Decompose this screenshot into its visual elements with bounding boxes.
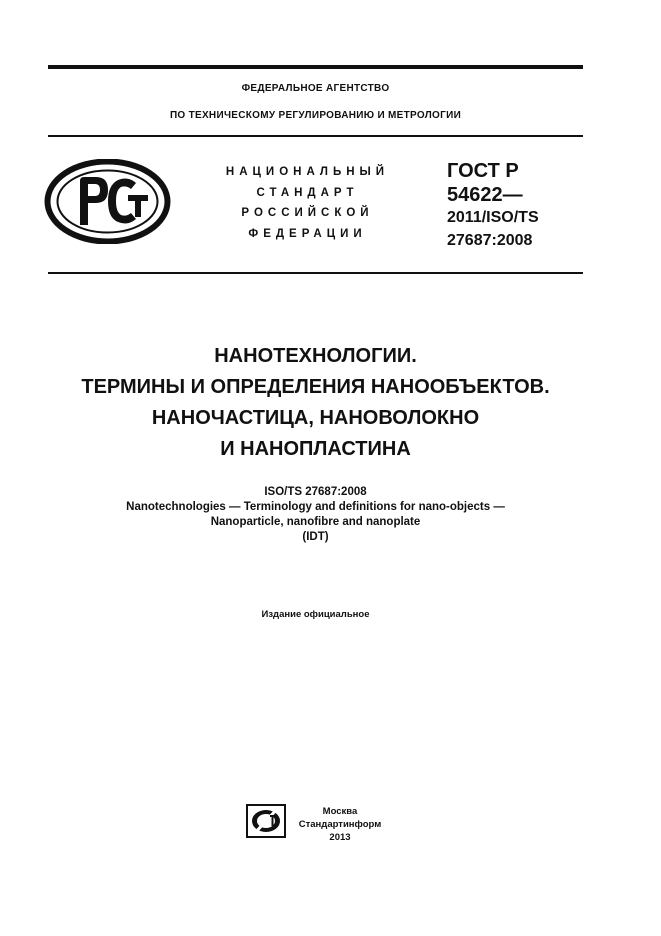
agency-line-1: ФЕДЕРАЛЬНОЕ АГЕНТСТВО [241,83,390,94]
top-rule [48,65,583,69]
designation-line-2: 54622— [447,184,523,206]
national-line-2: СТАНДАРТ [256,187,359,199]
english-title-line-2: Nanoparticle, nanofibre and nanoplate [210,516,421,528]
publisher-name: Стандартинформ [298,819,382,830]
title-rule [48,272,583,274]
publisher-city: Москва [322,806,358,817]
edition-label: Издание официальное [261,609,370,620]
national-line-4: ФЕДЕРАЦИИ [248,228,367,240]
title-line-2: ТЕРМИНЫ И ОПРЕДЕЛЕНИЯ НАНООБЪЕКТОВ. [81,376,550,398]
standartinform-logo-icon [246,804,286,838]
agency-line-2: ПО ТЕХНИЧЕСКОМУ РЕГУЛИРОВАНИЮ И МЕТРОЛОГИИ [169,110,462,121]
publisher-year: 2013 [329,832,351,843]
title-line-3: НАНОЧАСТИЦА, НАНОВОЛОКНО [151,407,480,429]
header-rule [48,135,583,137]
title-line-4: И НАНОПЛАСТИНА [220,438,411,460]
designation-line-3: 2011/ISO/TS [447,209,539,226]
title-line-1: НАНОТЕХНОЛОГИИ. [214,345,417,367]
designation-line-4: 27687:2008 [447,232,533,249]
iso-designation: ISO/TS 27687:2008 [264,486,367,498]
national-line-1: НАЦИОНАЛЬНЫЙ [225,166,390,178]
identity-marker: (IDT) [302,531,329,543]
designation-line-1: ГОСТ Р [447,160,519,182]
national-line-3: РОССИЙСКОЙ [241,207,374,219]
english-title-line-1: Nanotechnologies — Terminology and definitions for nano-objects — [126,501,505,513]
gost-r-logo-icon [44,159,171,244]
